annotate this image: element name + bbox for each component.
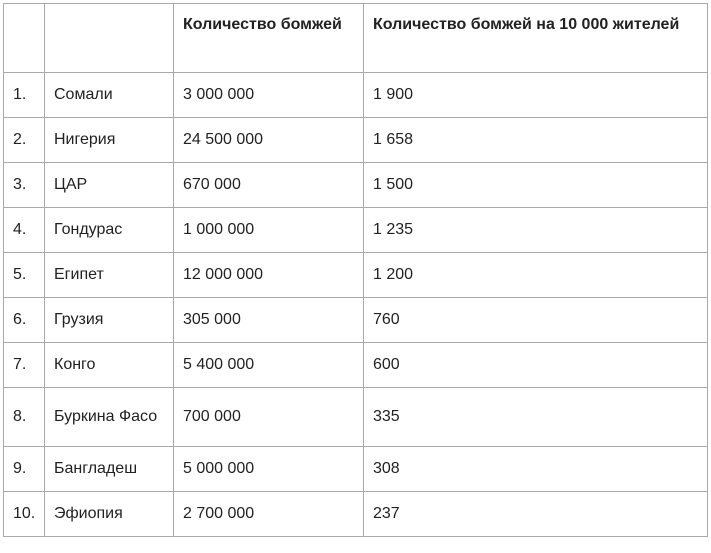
row-rate: 1 900 — [364, 73, 708, 118]
row-country: Конго — [45, 343, 174, 388]
row-number: 1. — [4, 73, 45, 118]
table-row — [4, 343, 708, 388]
header-country — [45, 4, 174, 73]
table-row — [4, 73, 708, 118]
row-rate: 308 — [364, 447, 708, 492]
row-number: 7. — [4, 343, 45, 388]
row-count: 670 000 — [174, 163, 364, 208]
table-row — [4, 118, 708, 163]
row-country: Эфиопия — [45, 492, 174, 537]
row-count: 3 000 000 — [174, 73, 364, 118]
row-count: 2 700 000 — [174, 492, 364, 537]
row-number: 5. — [4, 253, 45, 298]
row-count: 5 400 000 — [174, 343, 364, 388]
table-row — [4, 253, 708, 298]
row-country: Сомали — [45, 73, 174, 118]
header-num — [4, 4, 45, 73]
table-row — [4, 492, 708, 537]
row-country: Бангладеш — [45, 447, 174, 492]
table-row — [4, 208, 708, 253]
row-rate: 1 658 — [364, 118, 708, 163]
row-country: Грузия — [45, 298, 174, 343]
row-rate: 237 — [364, 492, 708, 537]
table-row — [4, 163, 708, 208]
row-count: 1 000 000 — [174, 208, 364, 253]
row-rate: 1 235 — [364, 208, 708, 253]
row-country: Египет — [45, 253, 174, 298]
row-number: 2. — [4, 118, 45, 163]
row-count: 24 500 000 — [174, 118, 364, 163]
row-number: 10. — [4, 492, 45, 537]
row-rate: 760 — [364, 298, 708, 343]
row-rate: 600 — [364, 343, 708, 388]
row-country: Буркина Фасо — [45, 388, 174, 447]
row-number: 6. — [4, 298, 45, 343]
row-rate: 1 500 — [364, 163, 708, 208]
table-row — [4, 298, 708, 343]
row-rate: 1 200 — [364, 253, 708, 298]
row-rate: 335 — [364, 388, 708, 447]
header-count: Количество бомжей — [174, 4, 364, 73]
row-count: 12 000 000 — [174, 253, 364, 298]
row-number: 4. — [4, 208, 45, 253]
header-rate: Количество бомжей на 10 000 жителей — [364, 4, 708, 73]
row-count: 305 000 — [174, 298, 364, 343]
table-row — [4, 388, 708, 447]
row-country: Гондурас — [45, 208, 174, 253]
row-number: 8. — [4, 388, 45, 447]
homeless-table — [3, 3, 708, 537]
row-number: 9. — [4, 447, 45, 492]
table-header-row — [4, 4, 708, 73]
row-count: 5 000 000 — [174, 447, 364, 492]
table-row — [4, 447, 708, 492]
row-number: 3. — [4, 163, 45, 208]
row-country: Нигерия — [45, 118, 174, 163]
row-country: ЦАР — [45, 163, 174, 208]
row-count: 700 000 — [174, 388, 364, 447]
